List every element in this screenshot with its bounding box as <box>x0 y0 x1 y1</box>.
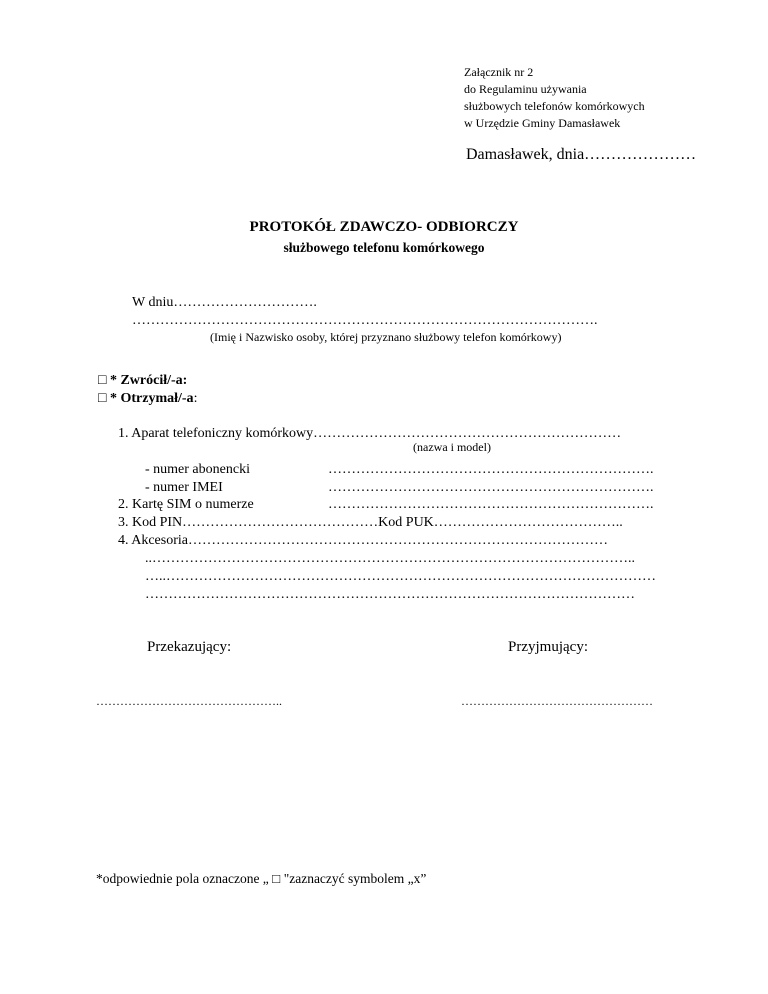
received-colon: : <box>193 391 198 406</box>
phone-model-caption: (nazwa i model) <box>413 440 491 454</box>
handing-over-label: Przekazujący: <box>147 639 232 655</box>
place-date-line: Damasławek, dnia………………… <box>466 146 697 163</box>
name-field-line: ………………………………………………………………………………………. <box>132 313 598 328</box>
date-field-line: W dniu…………………………. <box>132 295 317 310</box>
name-field-caption: (Imię i Nazwisko osoby, której przyznano służbowy telefon komórkowy) <box>210 330 562 344</box>
subscriber-number-label: - numer abonencki <box>145 462 250 477</box>
subscriber-number-dots: ……………………………………………………………. <box>328 462 654 477</box>
document-subtitle: służbowego telefonu komórkowego <box>283 240 485 255</box>
annex-line-2: do Regulaminu używania <box>464 82 587 96</box>
document-title: PROTOKÓŁ ZDAWCZO- ODBIORCZY <box>249 219 519 235</box>
received-checkbox-row <box>98 391 197 407</box>
checkbox-icon: □ <box>98 373 107 388</box>
annex-line-4: w Urzędzie Gminy Damasławek <box>464 116 621 130</box>
item-phone: 1. Aparat telefoniczny komórkowy………………………………………………………… <box>118 426 622 441</box>
returned-checkbox-row <box>98 373 187 389</box>
accessories-line-2: …..…………………………………………………………………………………………… <box>145 569 656 584</box>
handing-over-signature-line: ……………………………………….. <box>96 694 282 708</box>
annex-line-1: Załącznik nr 2 <box>464 65 534 79</box>
accessories-line-1: ..………………………………………………………………………………………….. <box>145 551 635 566</box>
checkbox-icon: □ <box>98 391 107 406</box>
item-sim-card: 2. Kartę SIM o numerze <box>118 497 254 512</box>
imei-dots: ……………………………………………………………. <box>328 480 654 495</box>
item-pin-puk: 3. Kod PIN……………………………………Kod PUK………………………………….. <box>118 515 623 530</box>
annex-block <box>464 64 645 132</box>
annex-line-3: służbowych telefonów komórkowych <box>464 99 645 113</box>
receiving-signature-line: ………………………………………… <box>461 694 653 708</box>
item-accessories: 4. Akcesoria……………………………………………………………………………… <box>118 533 608 548</box>
accessories-line-3: …………………………………………………………………………………………… <box>145 587 635 602</box>
sim-number-dots: ……………………………………………………………. <box>328 497 654 512</box>
received-label: * Otrzymał/-a <box>109 391 194 406</box>
receiving-label: Przyjmujący: <box>508 639 588 655</box>
footnote: *odpowiednie pola oznaczone „ □ "zaznaczyć symbolem „x” <box>96 871 427 886</box>
imei-label: - numer IMEI <box>145 480 223 495</box>
returned-label: * Zwrócił/-a: <box>109 373 188 388</box>
